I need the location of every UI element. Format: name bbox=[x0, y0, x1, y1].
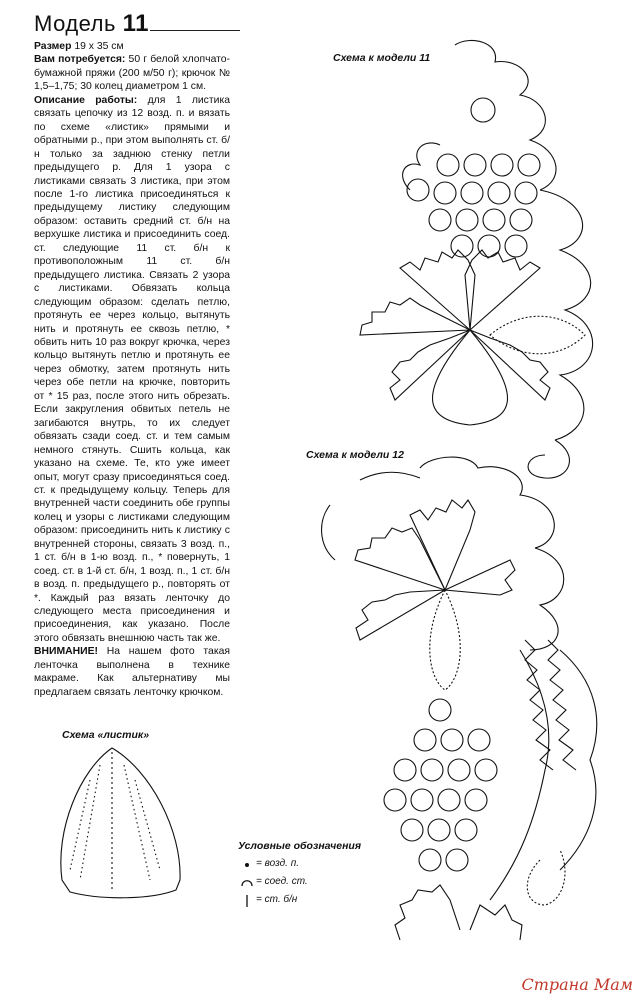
legend bbox=[238, 840, 398, 912]
scheme-11-rings bbox=[407, 98, 540, 257]
scheme-12-leaves bbox=[355, 500, 515, 690]
materials-value: 50 г белой хлопчато-бумажной пряжи (200 м/50 г); крючок № 1,5–1,75; 30 колец диаметром 1 см. bbox=[34, 54, 230, 93]
note-label: ВНИМАНИЕ! bbox=[34, 646, 98, 658]
scheme-leaf-caption: Схема «листик» bbox=[62, 729, 150, 741]
materials-label: Вам потребуется: bbox=[34, 54, 126, 66]
size-label: Размер bbox=[34, 41, 72, 52]
legend-item bbox=[238, 876, 398, 894]
leaf-scheme bbox=[61, 748, 180, 898]
scheme-12-caption: Схема к модели 12 bbox=[306, 449, 404, 461]
scheme-12-outer-loops bbox=[322, 457, 597, 900]
legend-label: = возд. п. bbox=[256, 858, 299, 869]
slip-arc-icon bbox=[240, 876, 254, 890]
work-label: Описание работы: bbox=[34, 94, 138, 106]
model-number: 11 bbox=[122, 10, 149, 37]
watermark: Страна Мам bbox=[521, 975, 633, 994]
legend-label: = ст. б/н bbox=[256, 894, 298, 905]
size-value: 19 х 35 см bbox=[74, 41, 124, 52]
legend-label: = соед. ст. bbox=[256, 876, 308, 887]
legend-item bbox=[238, 894, 398, 912]
legend-title: Условные обозначения bbox=[238, 840, 362, 852]
scheme-11-leaves bbox=[360, 250, 585, 425]
model-word: Модель bbox=[34, 11, 116, 36]
chain-dot-icon bbox=[240, 858, 254, 872]
scheme-12-rings bbox=[384, 699, 497, 871]
scheme-11-caption: Схема к модели 11 bbox=[333, 52, 431, 64]
work-value: для 1 листика связать цепочку из 12 возд. п. и вязать по схеме «листик» прямыми и обратными р., при этом выполнять ст. б/н только за заднюю стенку петли предыдущего р. Для 1 узора с листиками связать 3 листика, при этом после 1-го листика присоединяться к предыдущему листику следующим образом: оставить средний ст. б/н на верхушке листика и присоединить соед. ст. следующие 11 ст. б/н к противоположным 11 ст. б/н предыдущего листика. Связать 2 узора с листиками. Обвязать кольца следующим образом: сделать петлю, протянуть ее через кольцо, вытянуть нить и протянуть ее сквозь петлю, * обвить нить 10 раз вокруг крючка, через кольцо вытянуть петлю и протянуть ее через обмотку, затем протянуть нить через обе петли на крючке, повторить от * 15 раз, после этого нить обрезать. Если закругления обвитых петель не загибаются внутрь, то их следует обвязать сзади соед. ст. и тем самым немного стянуть. Сшить кольца, как указано на схеме. Те, кто уже имеет опыт, могут сразу присоединяться соед. ст. к предыдущему кольцу. Теперь для внутренней части соединить обе группы колец и узоры с листиками следующим образом: присоединить нить к листику с внутренней стороны, связать 3 возд. п., 1 ст. б/н в 1-ю возд. п., * повернуть, 1 соед. ст. в 1-й ст. б/н, 1 возд. п., 1 ст. б/н в возд. п. предыдущего р., повторять от *. Каждый раз вязать ленточку до следующего места присоединения и присоединения, как указано. После этого обвязать внешнюю часть так же. bbox=[34, 94, 230, 644]
legend-item bbox=[238, 858, 398, 876]
scheme-11-outer-loops bbox=[403, 40, 593, 478]
scheme-12-ribbons bbox=[395, 640, 576, 940]
note-value: На нашем фото такая ленточка выполнена в технике макраме. Как альтернативу мы предлагаем связать ленточку крючком. bbox=[34, 646, 231, 698]
sc-bar-icon bbox=[240, 894, 254, 908]
